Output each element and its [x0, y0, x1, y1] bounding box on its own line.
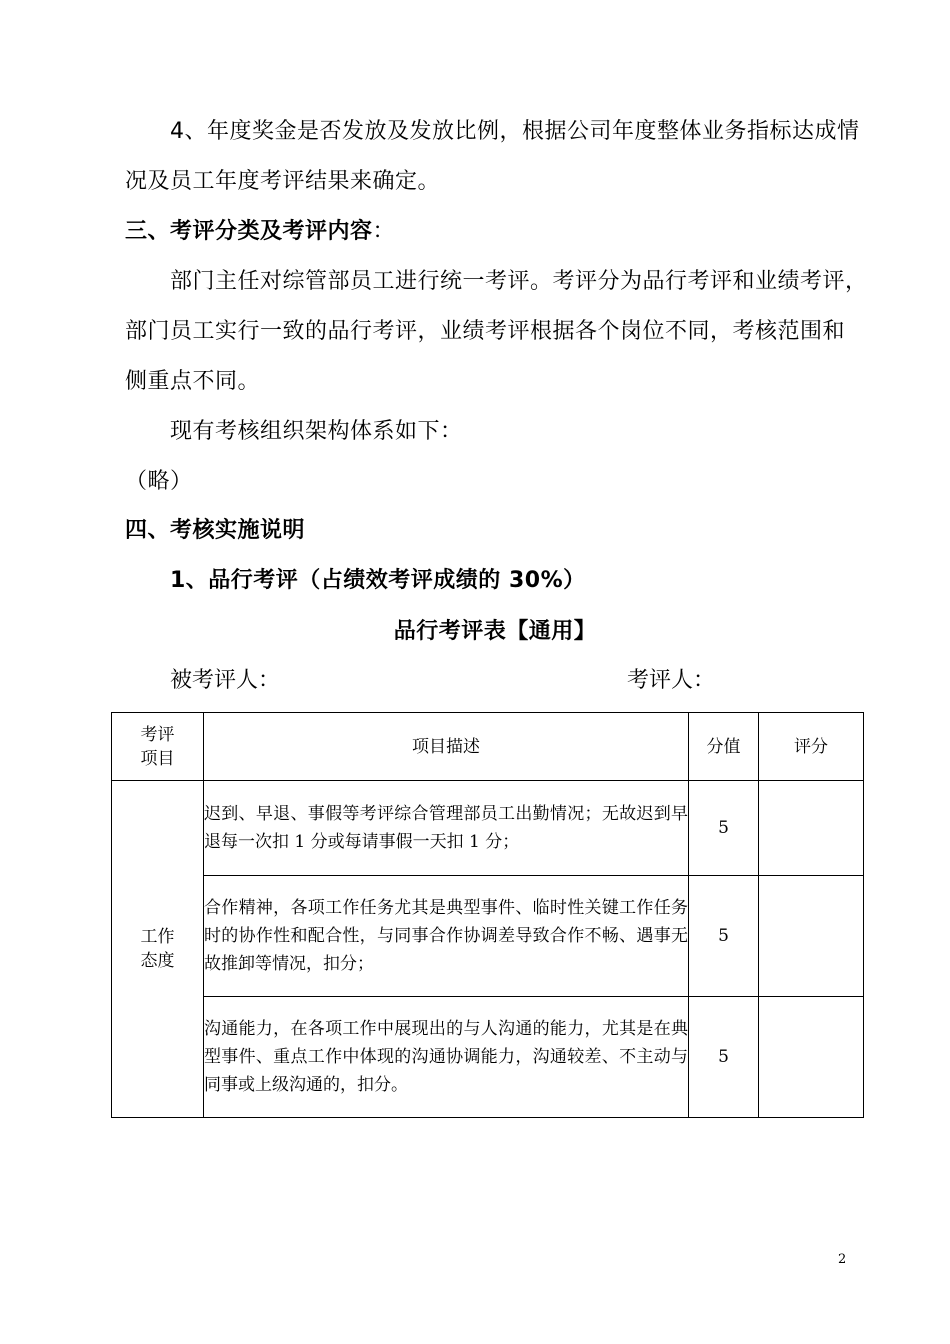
description-cell: 合作精神，各项工作任务尤其是典型事件、临时性关键工作任务时的协作性和配合性，与同事合作协调差导致合作不畅、遇事无故推卸等情况，扣分； — [204, 876, 689, 997]
evaluator-label: 考评人： — [627, 668, 716, 693]
table-row — [112, 876, 864, 997]
score-cell: 5 — [689, 997, 759, 1118]
score-cell: 5 — [689, 876, 759, 997]
subsection-heading: 1、品行考评（占绩效考评成绩的 30%） — [170, 568, 586, 593]
rating-cell[interactable] — [759, 781, 864, 876]
paragraph-line: 现有考核组织架构体系如下： — [170, 419, 463, 444]
header-item-line: 考评 — [140, 724, 175, 745]
paragraph-line: 部门员工实行一致的品行考评，业绩考评根据各个岗位不同，考核范围和 — [125, 319, 846, 344]
rating-cell[interactable] — [759, 876, 864, 997]
page-number: 2 — [838, 1252, 847, 1267]
paragraph-line: 况及员工年度考评结果来确定。 — [125, 169, 441, 194]
section-heading-text: 三、考评分类及考评内容 — [125, 219, 373, 244]
category-line: 态度 — [140, 951, 175, 971]
paragraph-line: 侧重点不同。 — [125, 369, 261, 394]
evaluatee-label: 被考评人： — [170, 668, 281, 693]
paragraph-line: 部门主任对综管部员工进行统一考评。考评分为品行考评和业绩考评， — [170, 269, 868, 294]
section-heading: 四、考核实施说明 — [125, 518, 306, 543]
header-item-line: 项目 — [140, 748, 175, 769]
header-item — [112, 713, 204, 781]
header-description: 项目描述 — [204, 713, 689, 781]
header-score-value: 分值 — [689, 713, 759, 781]
rating-cell[interactable] — [759, 997, 864, 1118]
header-rating: 评分 — [759, 713, 864, 781]
paragraph-line: 4、年度奖金是否发放及发放比例，根据公司年度整体业务指标达成情 — [170, 119, 860, 144]
section-heading — [125, 220, 395, 244]
table-row — [112, 997, 864, 1118]
table-row — [112, 781, 864, 876]
description-cell: 迟到、早退、事假等考评综合管理部员工出勤情况；无故迟到早退每一次扣 1 分或每请事假一天扣 1 分； — [204, 781, 689, 876]
category-line: 工作 — [140, 927, 175, 947]
description-cell: 沟通能力，在各项工作中展现出的与人沟通的能力，尤其是在典型事件、重点工作中体现的沟通协调能力，沟通较差、不主动与同事或上级沟通的，扣分。 — [204, 997, 689, 1118]
table-title: 品行考评表【通用】 — [393, 619, 597, 644]
table-header-row — [112, 713, 864, 781]
category-cell — [112, 781, 204, 1118]
section-heading-colon: ： — [372, 219, 396, 244]
omitted-note: （略） — [125, 469, 193, 494]
evaluation-table — [111, 712, 864, 1118]
score-cell: 5 — [689, 781, 759, 876]
